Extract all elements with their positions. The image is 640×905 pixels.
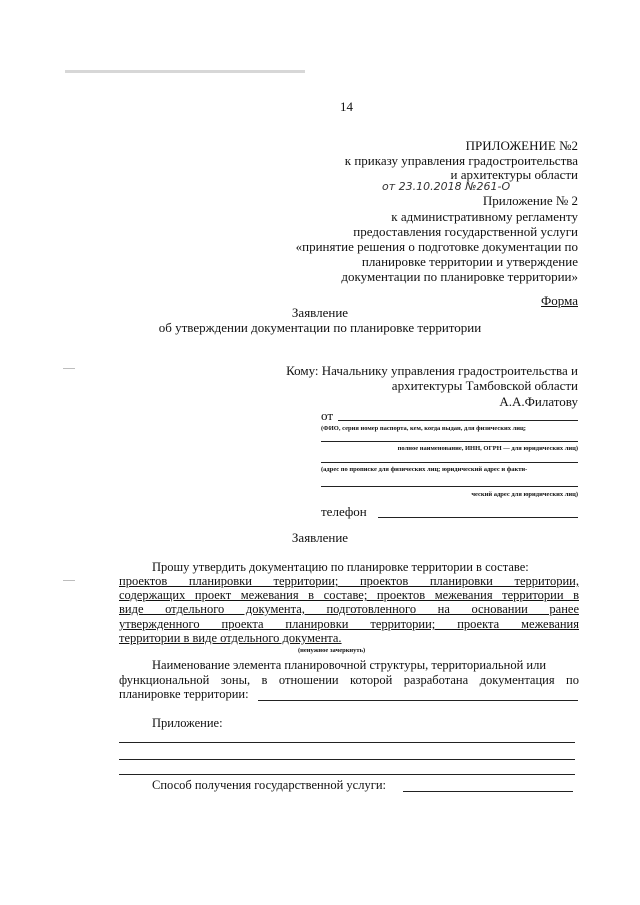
- statement-title: Заявление: [291, 305, 349, 320]
- from-field-line-2[interactable]: [321, 441, 578, 442]
- reg-appendix-line3: «принятие решения о подготовке документации по: [295, 239, 578, 254]
- phone-label: телефон: [321, 504, 367, 519]
- from-hint-4: ческий адрес для юридических лиц): [471, 491, 578, 498]
- statement-subtitle: об утверждении документации по планировке территории: [158, 320, 482, 335]
- body-p1-line5: утвержденного проекта планировки территории; проекта межевания: [119, 617, 579, 631]
- addressee-line1: Кому: Начальнику управления градостроительства и: [286, 363, 578, 378]
- reg-appendix-line2: предоставления государственной услуги: [353, 224, 578, 239]
- attachment-label: Приложение:: [152, 716, 223, 730]
- attachment-field-line-2[interactable]: [119, 759, 575, 760]
- scan-artifact-top: [65, 70, 305, 73]
- from-hint-1: (ФИО, серия номер паспорта, кем, когда выдан, для физических лиц;: [321, 425, 526, 432]
- body-p2-line2: функциональной зоны, в отношении которой разработана документация по: [119, 673, 579, 687]
- body-p2-line1: Наименование элемента планировочной структуры, территориальной или: [152, 658, 547, 672]
- reg-appendix-title: Приложение № 2: [482, 193, 578, 208]
- body-p1-line4: виде отдельного документа, подготовленного на основании ранее: [119, 602, 579, 616]
- body-p1-line2: проектов планировки территории; проектов планировки территории,: [119, 574, 579, 588]
- strike-note: (ненужное зачеркнуть): [298, 647, 366, 654]
- page-number: 14: [340, 99, 353, 114]
- scan-artifact-left-1: [63, 368, 75, 369]
- order-appendix-line2: и архитектуры области: [450, 167, 578, 182]
- body-p1-line6: территории в виде отдельного документа.: [119, 631, 342, 645]
- attachment-field-line-3[interactable]: [119, 774, 575, 775]
- body-p1-line3: содержащих проект межевания в составе; проектов межевания территории в: [119, 588, 579, 602]
- order-appendix-line1: к приказу управления градостроительства: [344, 153, 578, 168]
- scan-artifact-left-2: [63, 580, 75, 581]
- reg-appendix-line4: планировке территории и утверждение: [361, 254, 578, 269]
- handwritten-date-number: от 23.10.2018 №261-О: [382, 180, 511, 193]
- addressee-line2: архитектуры Тамбовской области: [391, 378, 578, 393]
- addressee-line3: А.А.Филатову: [499, 394, 578, 409]
- form-label: Форма: [541, 293, 578, 308]
- from-label: от: [321, 408, 334, 423]
- delivery-field-line[interactable]: [403, 791, 573, 792]
- reg-appendix-line1: к административному регламенту: [391, 209, 578, 224]
- phone-field-line[interactable]: [378, 517, 578, 518]
- statement-heading: Заявление: [291, 530, 349, 545]
- attachment-field-line-1[interactable]: [119, 742, 575, 743]
- order-appendix-title: ПРИЛОЖЕНИЕ №2: [465, 138, 578, 153]
- reg-appendix-line5: документации по планировке территории»: [341, 269, 578, 284]
- territory-name-field-line[interactable]: [258, 700, 578, 701]
- delivery-label: Способ получения государственной услуги:: [152, 778, 387, 792]
- from-field-line-1[interactable]: [338, 420, 578, 421]
- from-field-line-4[interactable]: [321, 486, 578, 487]
- from-hint-2: полное наименование, ИНН, ОГРН — для юридических лиц): [397, 445, 578, 452]
- from-hint-3: (адрес по прописке для физических лиц; юридический адрес и факти-: [321, 466, 528, 473]
- body-p2-line3: планировке территории:: [119, 687, 249, 701]
- from-field-line-3[interactable]: [321, 462, 578, 463]
- body-p1-line1: Прошу утвердить документацию по планировке территории в составе:: [152, 560, 529, 574]
